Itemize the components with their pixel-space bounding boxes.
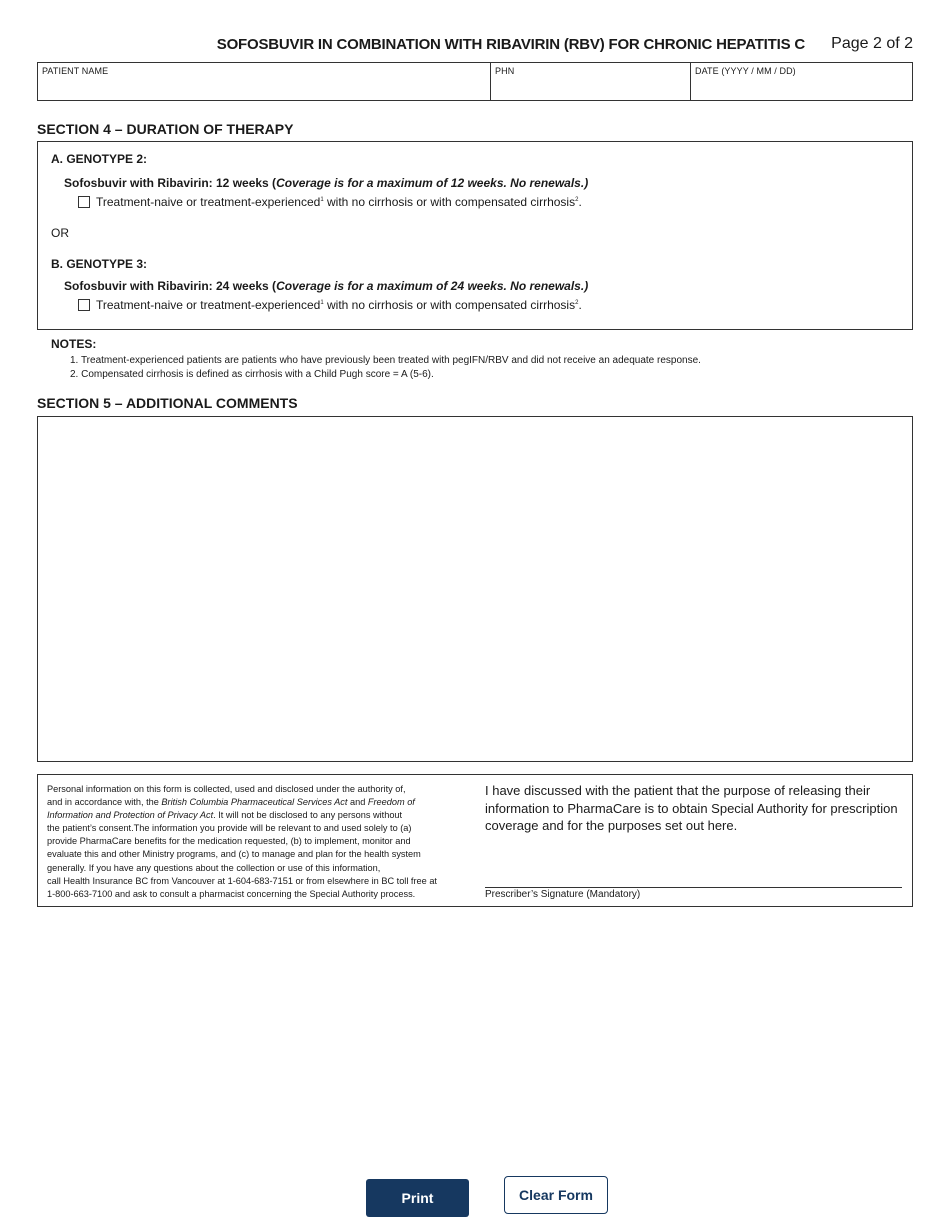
document-title: SOFOSBUVIR IN COMBINATION WITH RIBAVIRIN (RBV) FOR CHRONIC HEPATITIS C — [216, 36, 805, 53]
additional-comments-input[interactable] — [38, 417, 912, 761]
privacy-consent-box — [37, 774, 913, 907]
phn-label: PHN — [495, 66, 515, 76]
genotype-b-regimen-coverage: Coverage is for a maximum of 24 weeks. No renewals.) — [276, 279, 589, 293]
privacy-line-2b: and — [347, 797, 368, 808]
phn-cell — [490, 63, 690, 100]
privacy-notice — [47, 783, 467, 901]
patient-id-table — [37, 62, 913, 101]
privacy-act-name-1: British Columbia Pharmaceutical Services Act — [161, 797, 348, 808]
privacy-act-name-2a: Freedom of — [367, 797, 415, 808]
page-number: Page 2 of 2 — [831, 35, 913, 52]
privacy-line-2a: and in accordance with, the — [47, 797, 162, 808]
genotype-a-option-text2: with no cirrhosis or with compensated cirrhosis — [323, 195, 576, 209]
date-input[interactable] — [694, 78, 909, 98]
genotype-a-option-end: . — [578, 195, 582, 209]
additional-comments-box — [37, 416, 913, 762]
genotype-a-option-label — [96, 195, 582, 209]
genotype-b-checkbox[interactable] — [78, 299, 90, 311]
genotype-b-option-label — [96, 298, 582, 312]
privacy-line-5: provide PharmaCare benefits for the medication requested, (b) to implement, monitor and — [47, 836, 411, 847]
privacy-line-8: call Health Insurance BC from Vancouver at 1-604-683-7151 or from elsewhere in BC toll free at — [47, 875, 437, 886]
genotype-b-footnote-2: 2 — [575, 300, 579, 306]
form-header — [37, 34, 913, 56]
genotype-a-footnote-1: 1 — [320, 197, 324, 203]
genotype-a-option-text1: Treatment-naive or treatment-experienced — [96, 195, 321, 209]
privacy-line-6: evaluate this and other Ministry programs, and (c) to manage and plan for the health system — [47, 849, 421, 860]
patient-name-cell — [38, 63, 490, 100]
genotype-b-heading: B. GENOTYPE 3: — [51, 257, 148, 271]
privacy-line-3b: . It will not be disclosed to any persons without — [213, 810, 403, 821]
date-cell — [690, 63, 912, 100]
privacy-line-7: generally. If you have any questions about the collection or use of this information, — [47, 862, 381, 873]
section5-title: SECTION 5 – ADDITIONAL COMMENTS — [37, 395, 298, 411]
patient-name-input[interactable] — [41, 78, 487, 98]
privacy-act-name-2b: Information and Protection of Privacy Act — [47, 810, 214, 821]
consent-line-1: I have discussed with the patient that the purpose of releasing their — [485, 783, 871, 798]
genotype-b-footnote-1: 1 — [320, 300, 324, 306]
consent-line-3: coverage and for the purposes set out here. — [485, 818, 738, 833]
genotype-a-regimen-prefix: Sofosbuvir with Ribavirin: 12 weeks ( — [64, 176, 277, 190]
genotype-a-footnote-2: 2 — [575, 197, 579, 203]
genotype-b-option-end: . — [578, 298, 582, 312]
privacy-line-1: Personal information on this form is collected, used and disclosed under the authority of, — [47, 784, 406, 794]
genotype-a-option — [78, 195, 582, 209]
section4-title: SECTION 4 – DURATION OF THERAPY — [37, 121, 294, 137]
genotype-a-regimen — [64, 176, 588, 190]
clear-form-button[interactable]: Clear Form — [504, 1176, 608, 1214]
section4-box — [37, 141, 913, 330]
genotype-b-option — [78, 298, 582, 312]
patient-name-label: PATIENT NAME — [42, 66, 109, 76]
privacy-line-4: the patient’s consent.The information you provide will be relevant to and used solely to (a) — [47, 823, 412, 834]
signature-label: Prescriber’s Signature (Mandatory) — [485, 889, 641, 900]
genotype-b-option-text2: with no cirrhosis or with compensated cirrhosis — [323, 298, 576, 312]
note-item-1: 1. Treatment-experienced patients are patients who have previously been treated with pegIFN/RBV and did not receive an adequate response. — [70, 355, 701, 366]
phn-input[interactable] — [494, 78, 687, 98]
date-label: DATE (YYYY / MM / DD) — [695, 66, 796, 76]
privacy-line-2 — [47, 796, 467, 809]
genotype-a-heading: A. GENOTYPE 2: — [51, 152, 148, 166]
signature-line[interactable] — [485, 887, 902, 888]
privacy-line-9: 1-800-663-7100 and ask to consult a pharmacist concerning the Special Authority process. — [47, 888, 416, 899]
privacy-line-3 — [47, 809, 467, 822]
notes-title: NOTES: — [51, 337, 97, 351]
note-item-2: 2. Compensated cirrhosis is defined as cirrhosis with a Child Pugh score = A (5-6). — [70, 369, 434, 380]
genotype-b-regimen — [64, 279, 588, 293]
genotype-a-regimen-coverage: Coverage is for a maximum of 12 weeks. No renewals.) — [276, 176, 589, 190]
print-button[interactable]: Print — [366, 1179, 469, 1217]
consent-statement — [485, 782, 909, 835]
genotype-b-regimen-prefix: Sofosbuvir with Ribavirin: 24 weeks ( — [64, 279, 277, 293]
or-divider-text: OR — [51, 226, 69, 240]
genotype-a-checkbox[interactable] — [78, 196, 90, 208]
genotype-b-option-text1: Treatment-naive or treatment-experienced — [96, 298, 321, 312]
consent-line-2: information to PharmaCare is to obtain Special Authority for prescription — [485, 800, 898, 816]
